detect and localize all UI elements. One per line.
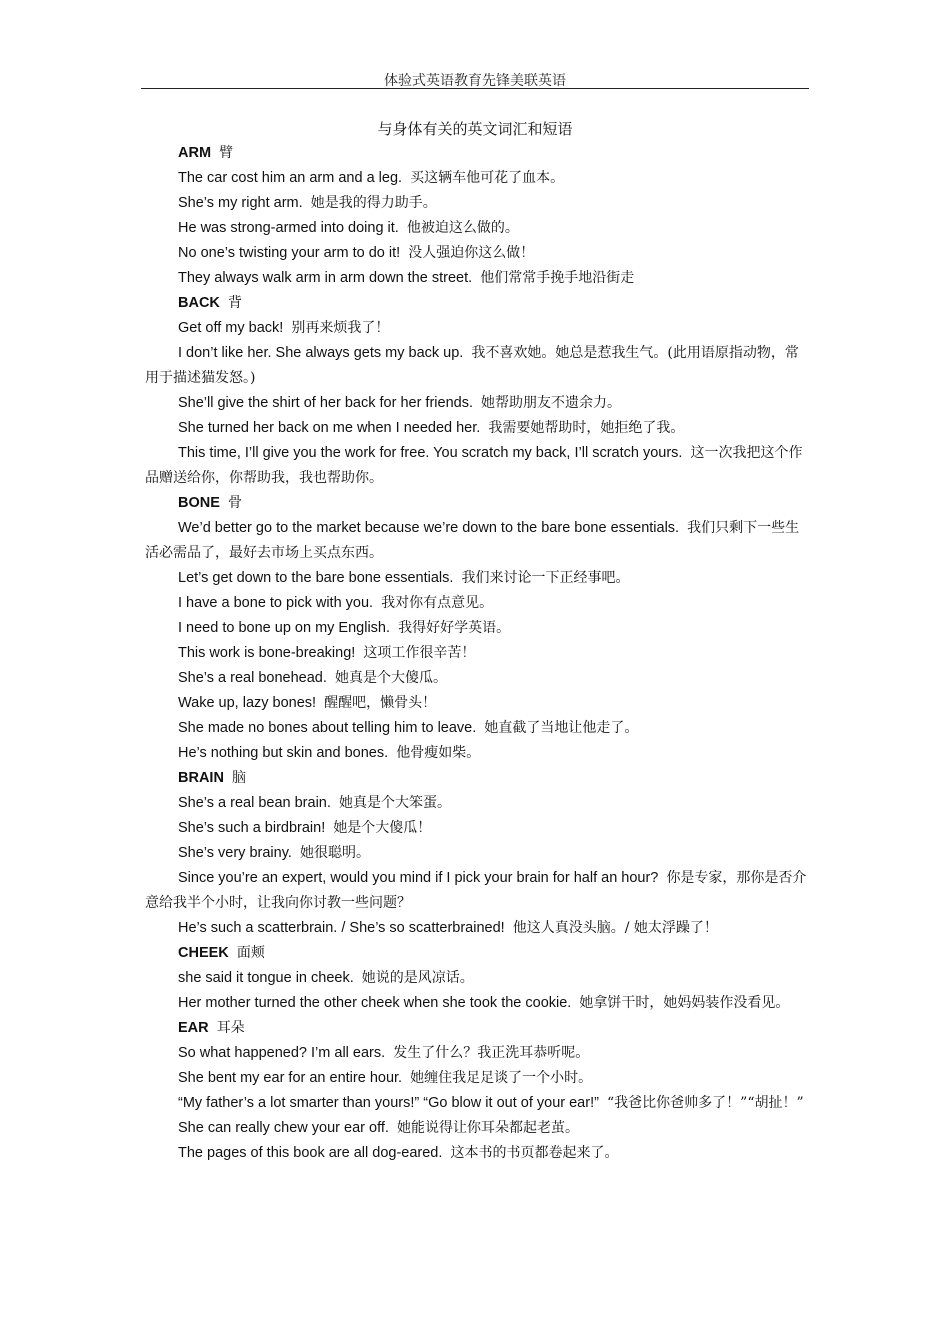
phrase-entry xyxy=(145,391,809,416)
phrase-english: This time, I’ll give you the work for free. You scratch my back, I’ll scratch yours. xyxy=(178,445,683,461)
phrase-english: So what happened? I’m all ears. xyxy=(178,1045,386,1061)
phrase-entry xyxy=(145,1066,809,1091)
phrase-entry xyxy=(145,791,809,816)
phrase-chinese: 这一次我把这个作品赠送给你，你帮助我，我也帮助你。 xyxy=(145,445,803,486)
phrase-chinese: “我爸比你爸帅多了！”“胡扯！” xyxy=(607,1095,804,1111)
section-heading xyxy=(145,766,809,791)
phrase-english: Since you’re an expert, would you mind if I pick your brain for half an hour? xyxy=(178,870,659,886)
phrase-chinese: 我不喜欢她。她总是惹我生气。(此用语原指动物，常用于描述猫发怒。) xyxy=(145,345,799,386)
phrase-entry xyxy=(145,966,809,991)
phrase-entry xyxy=(145,1116,809,1141)
phrase-entry xyxy=(145,991,809,1016)
phrase-english: Wake up, lazy bones! xyxy=(178,695,317,711)
phrase-english: He’s nothing but skin and bones. xyxy=(178,745,389,761)
phrase-english: This work is bone-breaking! xyxy=(178,645,356,661)
phrase-entry xyxy=(145,591,809,616)
phrase-english: We’d better go to the market because we’re down to the bare bone essentials. xyxy=(178,520,680,536)
section-heading xyxy=(145,491,809,516)
phrase-english: No one’s twisting your arm to do it! xyxy=(178,245,401,261)
phrase-chinese: 醒醒吧，懒骨头！ xyxy=(324,695,437,711)
phrase-chinese: 她说的是风凉话。 xyxy=(361,970,474,986)
document-title: 与身体有关的英文词汇和短语 xyxy=(377,120,573,138)
phrase-entry xyxy=(145,1091,809,1116)
phrase-chinese: 这本书的书页都卷起来了。 xyxy=(450,1145,619,1161)
phrase-chinese: 没人强迫你这么做！ xyxy=(408,245,535,261)
phrase-entry xyxy=(145,666,809,691)
section-term: BACK xyxy=(178,295,220,311)
phrase-entry xyxy=(145,216,809,241)
phrase-english: she said it tongue in cheek. xyxy=(178,970,354,986)
phrase-chinese: 她帮助朋友不遗余力。 xyxy=(481,395,622,411)
phrase-chinese: 别再来烦我了！ xyxy=(291,320,390,336)
phrase-chinese: 她缠住我足足谈了一个小时。 xyxy=(410,1070,593,1086)
phrase-entry xyxy=(145,641,809,666)
phrase-english: They always walk arm in arm down the street. xyxy=(178,270,473,286)
phrase-chinese: 我们只剩下一些生活必需品了，最好去市场上买点东西。 xyxy=(145,520,800,561)
phrase-english: Let’s get down to the bare bone essentials. xyxy=(178,570,454,586)
phrase-chinese: 她是个大傻瓜！ xyxy=(333,820,432,836)
phrase-chinese: 她是我的得力助手。 xyxy=(310,195,437,211)
phrase-entry xyxy=(145,1041,809,1066)
section-term-chinese: 耳朵 xyxy=(216,1020,245,1036)
phrase-entry xyxy=(145,241,809,266)
phrase-english: She’s a real bean brain. xyxy=(178,795,331,811)
section-term: ARM xyxy=(178,145,212,161)
phrase-chinese: 他被迫这么做的。 xyxy=(406,220,519,236)
section-term: EAR xyxy=(178,1020,209,1036)
phrase-english: She’s a real bonehead. xyxy=(178,670,327,686)
phrase-entry xyxy=(145,691,809,716)
phrase-chinese: 他这人真没头脑。/ 她太浮躁了！ xyxy=(512,920,718,936)
phrase-chinese: 她直截了当地让他走了。 xyxy=(484,720,639,736)
phrase-entry xyxy=(145,316,809,341)
phrase-chinese: 我对你有点意见。 xyxy=(381,595,494,611)
page-header: 体验式英语教育先锋美联英语 xyxy=(384,73,566,89)
phrase-english: He was strong-armed into doing it. xyxy=(178,220,399,236)
phrase-chinese: 你是专家，那你是否介意给我半个小时，让我向你讨教一些问题？ xyxy=(145,870,807,911)
phrase-english: Her mother turned the other cheek when she took the cookie. xyxy=(178,995,572,1011)
section-heading xyxy=(145,291,809,316)
section-term-chinese: 骨 xyxy=(227,495,242,511)
phrase-chinese: 发生了什么？我正洗耳恭听呢。 xyxy=(393,1045,590,1061)
phrase-entry xyxy=(145,566,809,591)
phrase-chinese: 我得好好学英语。 xyxy=(398,620,511,636)
section-term-chinese: 面颊 xyxy=(236,945,265,961)
phrase-entry xyxy=(145,716,809,741)
phrase-chinese: 这项工作很辛苦！ xyxy=(363,645,476,661)
phrase-entry xyxy=(145,341,809,391)
phrase-entry xyxy=(145,616,809,641)
phrase-chinese: 她拿饼干时，她妈妈装作没看见。 xyxy=(579,995,790,1011)
phrase-english: She’s very brainy. xyxy=(178,845,292,861)
section-term-chinese: 脑 xyxy=(231,770,246,786)
phrase-chinese: 我需要她帮助时，她拒绝了我。 xyxy=(488,420,685,436)
phrase-entry xyxy=(145,866,809,916)
section-heading xyxy=(145,941,809,966)
section-term: BONE xyxy=(178,495,220,511)
phrase-english: I have a bone to pick with you. xyxy=(178,595,374,611)
phrase-english: She’ll give the shirt of her back for her friends. xyxy=(178,395,473,411)
phrase-english: She bent my ear for an entire hour. xyxy=(178,1070,403,1086)
document-body xyxy=(145,141,809,1166)
phrase-english: She’s such a birdbrain! xyxy=(178,820,326,836)
phrase-english: I don’t like her. She always gets my back up. xyxy=(178,345,464,361)
phrase-english: She’s my right arm. xyxy=(178,195,303,211)
phrase-english: The car cost him an arm and a leg. xyxy=(178,170,403,186)
phrase-chinese: 他们常常手挽手地沿街走 xyxy=(480,270,635,286)
phrase-entry xyxy=(145,166,809,191)
section-term-chinese: 背 xyxy=(227,295,242,311)
phrase-entry xyxy=(145,741,809,766)
phrase-chinese: 她真是个大傻瓜。 xyxy=(334,670,447,686)
phrase-entry xyxy=(145,416,809,441)
section-term-chinese: 臂 xyxy=(219,145,234,161)
phrase-entry xyxy=(145,266,809,291)
phrase-english: I need to bone up on my English. xyxy=(178,620,391,636)
phrase-chinese: 她真是个大笨蛋。 xyxy=(338,795,451,811)
phrase-entry xyxy=(145,1141,809,1166)
phrase-english: She made no bones about telling him to leave. xyxy=(178,720,477,736)
phrase-chinese: 她很聪明。 xyxy=(299,845,370,861)
section-term: BRAIN xyxy=(178,770,224,786)
phrase-english: The pages of this book are all dog-eared. xyxy=(178,1145,443,1161)
phrase-english: “My father’s a lot smarter than yours!” “Go blow it out of your ear!” xyxy=(178,1095,599,1111)
phrase-english: She turned her back on me when I needed her. xyxy=(178,420,481,436)
phrase-entry xyxy=(145,516,809,566)
phrase-chinese: 他骨瘦如柴。 xyxy=(396,745,481,761)
phrase-entry xyxy=(145,916,809,941)
phrase-entry xyxy=(145,841,809,866)
phrase-english: She can really chew your ear off. xyxy=(178,1120,389,1136)
header-rule xyxy=(141,88,809,89)
phrase-entry xyxy=(145,816,809,841)
phrase-chinese: 买这辆车他可花了血本。 xyxy=(410,170,565,186)
phrase-chinese: 她能说得让你耳朵都起老茧。 xyxy=(396,1120,579,1136)
phrase-english: Get off my back! xyxy=(178,320,284,336)
section-heading xyxy=(145,1016,809,1041)
phrase-entry xyxy=(145,191,809,216)
phrase-english: He’s such a scatterbrain. / She’s so scatterbrained! xyxy=(178,920,505,936)
section-term: CHEEK xyxy=(178,945,229,961)
phrase-entry xyxy=(145,441,809,491)
section-heading xyxy=(145,141,809,166)
phrase-chinese: 我们来讨论一下正经事吧。 xyxy=(461,570,630,586)
